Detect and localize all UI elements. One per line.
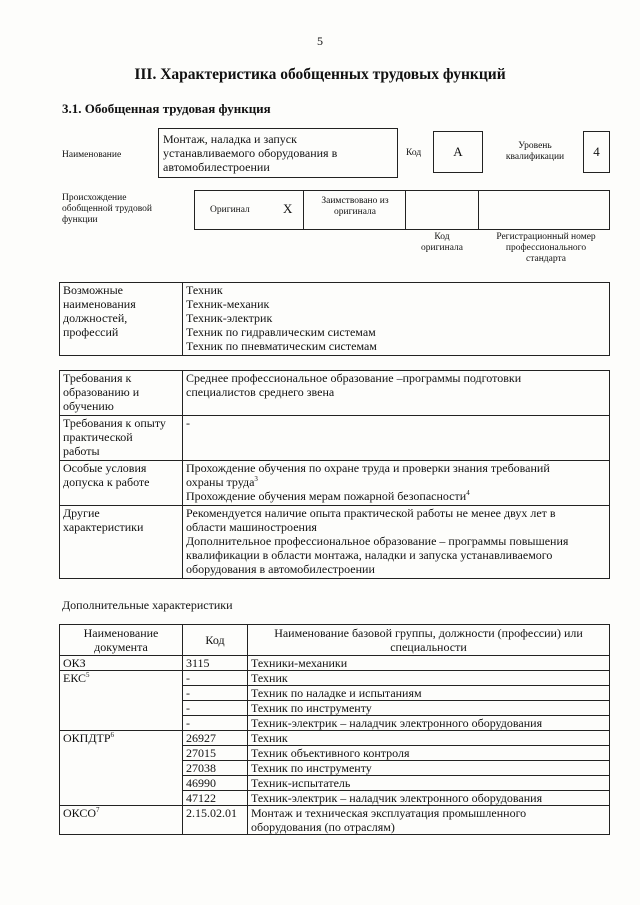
reg-number-line: стандарта — [526, 254, 566, 264]
requirement-row — [60, 506, 610, 579]
code-cell: 26927 — [183, 731, 248, 746]
doc-cell — [60, 806, 183, 835]
borrowed-label-line: Заимствовано из — [321, 196, 389, 206]
origin-label-line: Происхождение — [62, 193, 127, 203]
level-value-box — [583, 131, 610, 173]
code-original-line: Код — [434, 232, 450, 242]
requirement-text — [183, 506, 610, 579]
code-cell: - — [183, 686, 248, 701]
header-cell — [183, 625, 248, 656]
name-value-box — [158, 128, 398, 178]
doc-cell — [60, 671, 183, 731]
name-cell: Техники-механики — [248, 656, 610, 671]
table-row — [60, 806, 610, 835]
requirement-text-line: Рекомендуется наличие опыта практической работы не менее двух лет в — [186, 506, 556, 520]
code-cell: 27015 — [183, 746, 248, 761]
page-number: 5 — [317, 34, 323, 48]
reg-number-line: Регистрационный номер — [496, 232, 596, 242]
requirements-table — [59, 370, 610, 579]
level-value: 4 — [593, 144, 600, 159]
name-value-line: Монтаж, наладка и запуск — [163, 132, 297, 146]
code-cell: 46990 — [183, 776, 248, 791]
requirement-text — [183, 371, 610, 416]
positions-table — [59, 282, 610, 356]
level-label-line: Уровень — [518, 141, 552, 151]
requirement-text-line — [186, 475, 606, 489]
positions-label-line: наименования — [63, 297, 136, 311]
additional-table — [59, 624, 610, 835]
requirement-text-line: оборудования в автомобилестроении — [186, 562, 375, 576]
requirement-row — [60, 371, 610, 416]
requirement-label — [60, 371, 183, 416]
requirement-text-line: Дополнительное профессиональное образование – программы повышения — [186, 534, 569, 548]
code-cell: - — [183, 701, 248, 716]
requirement-label-line: допуска к работе — [63, 475, 150, 489]
requirement-row — [60, 416, 610, 461]
origin-label — [62, 193, 152, 226]
name-line: оборудования (по отраслям) — [251, 820, 395, 834]
requirement-text-fragment: Прохождение обучения мерам пожарной безопасности — [186, 489, 467, 503]
header-line: специальности — [390, 640, 467, 654]
origin-label-line: функции — [62, 215, 98, 225]
code-cell: - — [183, 716, 248, 731]
requirement-row — [60, 461, 610, 506]
header-line: документа — [94, 640, 148, 654]
position-item: Техник по гидравлическим системам — [186, 325, 376, 339]
level-label-line: квалификации — [505, 152, 565, 162]
code-cell: - — [183, 671, 248, 686]
code-original-line: оригинала — [421, 243, 463, 253]
positions-label-line: должностей, — [63, 311, 128, 325]
code-cell: 27038 — [183, 761, 248, 776]
positions-label-line: профессий — [63, 325, 119, 339]
requirement-label-line: Особые условия — [63, 461, 147, 475]
requirement-text-line: специалистов среднего звена — [186, 385, 335, 399]
requirement-text-line: квалификации в области монтажа, наладки и запуска устанавливаемого — [186, 548, 553, 562]
header-line: Код — [205, 633, 225, 647]
code-original-label — [405, 232, 479, 254]
footnote-ref: 7 — [96, 806, 100, 814]
doc-name: ЕКС — [63, 671, 87, 685]
original-mark: X — [283, 201, 293, 216]
origin-divider — [405, 190, 406, 230]
requirement-text-line: области машиностроения — [186, 520, 317, 534]
requirement-label-line: практической — [63, 430, 133, 444]
code-cell: 3115 — [183, 656, 248, 671]
position-item: Техник-механик — [186, 297, 270, 311]
requirement-label — [60, 416, 183, 461]
section-title: III. Характеристика обобщенных трудовых функций — [134, 66, 506, 83]
name-value-line: устанавливаемого оборудования в — [163, 146, 338, 160]
code-cell: 2.15.02.01 — [183, 806, 248, 835]
name-cell — [248, 806, 610, 835]
origin-label-line: обобщенной трудовой — [62, 204, 152, 214]
requirement-text — [183, 416, 610, 461]
footnote-ref: 5 — [86, 671, 90, 679]
name-cell: Техник — [248, 671, 610, 686]
name-cell: Техник-электрик – наладчик электронного оборудования — [248, 716, 610, 731]
header-cell — [60, 625, 183, 656]
positions-label — [60, 283, 183, 356]
requirement-label-line: Требования к опыту — [63, 416, 166, 430]
position-item: Техник-электрик — [186, 311, 273, 325]
requirement-text-line: Прохождение обучения по охране труда и проверки знания требований — [186, 461, 550, 475]
name-cell: Техник — [248, 731, 610, 746]
code-label: Код — [406, 148, 422, 158]
requirement-text — [183, 461, 610, 506]
name-cell: Техник объективного контроля — [248, 746, 610, 761]
requirement-text-line — [186, 489, 606, 503]
requirement-label — [60, 506, 183, 579]
name-label: Наименование — [62, 150, 122, 160]
level-label — [493, 141, 577, 163]
borrowed-label-line: оригинала — [334, 207, 376, 217]
requirement-text-line: Среднее профессиональное образование –программы подготовки — [186, 371, 522, 385]
requirement-label-line: Требования к — [63, 371, 132, 385]
name-cell: Техник-электрик – наладчик электронного оборудования — [248, 791, 610, 806]
positions-list — [183, 283, 610, 356]
origin-divider — [478, 190, 479, 230]
table-header-row — [60, 625, 610, 656]
name-cell: Техник по наладке и испытаниям — [248, 686, 610, 701]
requirement-label-line: характеристики — [63, 520, 144, 534]
name-value-line: автомобилестроении — [163, 160, 270, 174]
reg-number-line: профессионального — [505, 243, 587, 253]
doc-name: ОКПДТР — [63, 731, 111, 745]
code-value-box — [433, 131, 483, 173]
table-row — [60, 671, 610, 686]
footnote-ref: 3 — [254, 475, 258, 483]
position-item: Техник по пневматическим системам — [186, 339, 377, 353]
doc-name: ОКЗ — [63, 656, 86, 670]
positions-label-line: Возможные — [63, 283, 123, 297]
position-item: Техник — [186, 283, 223, 297]
header-cell — [248, 625, 610, 656]
footnote-ref: 4 — [466, 489, 470, 497]
original-label: Оригинал — [210, 205, 250, 215]
requirement-label-line: Другие — [63, 506, 100, 520]
requirement-label-line: обучению — [63, 399, 114, 413]
name-cell: Техник-испытатель — [248, 776, 610, 791]
requirement-label-line: образованию и — [63, 385, 140, 399]
reg-number-label — [482, 232, 610, 265]
requirement-label — [60, 461, 183, 506]
name-cell: Техник по инструменту — [248, 701, 610, 716]
header-line: Наименование базовой группы, должности (профессии) или — [274, 626, 583, 640]
name-line: Монтаж и техническая эксплуатация промышленного — [251, 806, 527, 820]
table-row — [60, 656, 610, 671]
origin-divider — [303, 190, 304, 230]
doc-cell — [60, 656, 183, 671]
table-row — [60, 731, 610, 746]
code-value: А — [453, 144, 463, 159]
doc-cell — [60, 731, 183, 806]
requirement-text-line: - — [186, 416, 190, 430]
header-line: Наименование — [83, 626, 159, 640]
additional-title: Дополнительные характеристики — [62, 598, 233, 612]
doc-name: ОКСО — [63, 806, 97, 820]
borrowed-label — [306, 196, 404, 218]
requirement-label-line: работы — [63, 444, 100, 458]
name-cell: Техник по инструменту — [248, 761, 610, 776]
footnote-ref: 6 — [110, 731, 115, 739]
code-cell: 47122 — [183, 791, 248, 806]
requirement-text-fragment: охраны труда — [186, 475, 255, 489]
sub-title: 3.1. Обобщенная трудовая функция — [62, 101, 271, 116]
